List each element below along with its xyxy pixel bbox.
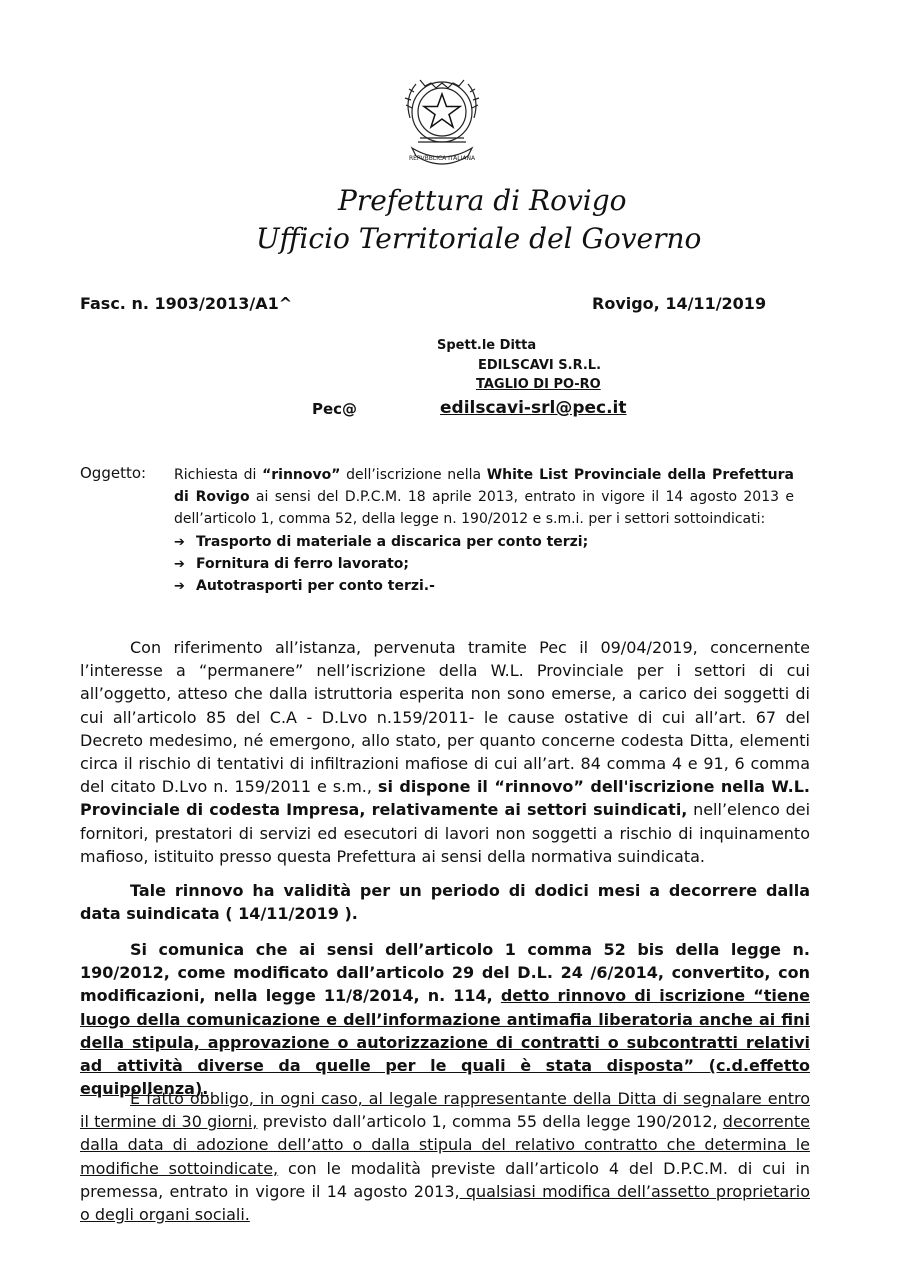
document-date: Rovigo, 14/11/2019 bbox=[592, 294, 767, 313]
paragraph-4: È fatto obbligo, in ogni caso, al legale rappresentante della Ditta di segnalare entro il termine di 30 giorni, previsto dall’articolo 1, comma 55 della legge 190/2012, decorrente dalla data di adozione dell’atto o dalla stipula del relativo contratto che determina le modifiche sottoindicate, con le modalità previste dall’articolo 4 del D.P.C.M. di cui in premessa, entrato in vigore il 14 agosto 2013, qualsiasi modifica dell’assetto proprietario o degli organi sociali. bbox=[80, 1089, 811, 1225]
list-item: ➔ Trasporto di materiale a discarica per conto terzi; bbox=[174, 531, 588, 553]
recipient-company: EDILSCAVI S.R.L. bbox=[478, 358, 602, 373]
arrow-bullet-icon: ➔ bbox=[174, 557, 185, 572]
recipient-line-1: Spett.le Ditta bbox=[437, 338, 537, 353]
pec-address-link[interactable]: edilscavi-srl@pec.it bbox=[440, 398, 627, 418]
recipient-city: TAGLIO DI PO-RO bbox=[476, 377, 601, 392]
header-prefettura: Prefettura di Rovigo bbox=[338, 184, 627, 217]
paragraph-2: Tale rinnovo ha validità per un periodo di dodici mesi a decorrere dalla data suindicata ( 14/11/2019 ). bbox=[80, 881, 810, 924]
republic-emblem bbox=[390, 68, 494, 172]
fascicolo-number: Fasc. n. 1903/2013/A1^ bbox=[80, 294, 293, 313]
sector-list bbox=[174, 531, 588, 597]
subject-text: Richiesta di “rinnovo” dell’iscrizione nella White List Provinciale della Prefettura di Rovigo ai sensi del D.P.C.M. 18 aprile 2013, entrato in vigore il 14 agosto 2013 e dell’articolo 1, comma 52, della legge n. 190/2012 e s.m.i. per i settori sottoindicati: bbox=[174, 467, 795, 527]
arrow-bullet-icon: ➔ bbox=[174, 535, 185, 550]
list-item: ➔ Fornitura di ferro lavorato; bbox=[174, 553, 588, 575]
pec-label: Pec@ bbox=[312, 400, 358, 418]
paragraph-1: Con riferimento all’istanza, pervenuta tramite Pec il 09/04/2019, concernente l’interesse a “permanere” nell’iscrizione della W.L. Provinciale per i settori di cui all’oggetto, atteso che dalla istruttoria esperita non sono emerse, a carico dei soggetti di cui all’articolo 85 del C.A - D.Lvo n.159/2011- le cause ostative di cui all’art. 67 del Decreto medesimo, né emergono, allo stato, per quanto concerne codesta Ditta, elementi circa il rischio di tentativi di infiltrazioni mafiose di cui all’art. 84 comma 4 e 91, 6 comma del citato D.Lvo n. 159/2011 e s.m., si dispone il “rinnovo” dell'iscrizione nella W.L. Provinciale di codesta Impresa, relativamente ai settori suindicati, nell’elenco dei fornitori, prestatori di servizi ed esecutori di lavori non soggetti a rischio di inquinamento mafioso, istituito presso questa Prefettura ai sensi della normativa suindicata. bbox=[80, 638, 811, 866]
emblem-lettering: REPVBBLICA ITALIANA bbox=[408, 155, 476, 162]
paragraph-3: Si comunica che ai sensi dell’articolo 1 comma 52 bis della legge n. 190/2012, come modificato dall’articolo 29 del D.L. 24 /6/2014, convertito, con modificazioni, nella legge 11/8/2014, n. 114, detto rinnovo di iscrizione “tiene luogo della comunicazione e dell’informazione antimafia liberatoria anche ai fini della stipula, approvazione o autorizzazione di contratti o subcontratti relativi ad attività diverse da quelle per le quali è stata disposta” (c.d.effetto equipollenza). bbox=[80, 940, 810, 1099]
subject-label: Oggetto: bbox=[80, 464, 147, 482]
list-item: ➔ Autotrasporti per conto terzi.- bbox=[174, 575, 588, 597]
header-ufficio: Ufficio Territoriale del Governo bbox=[256, 222, 702, 255]
arrow-bullet-icon: ➔ bbox=[174, 579, 185, 594]
